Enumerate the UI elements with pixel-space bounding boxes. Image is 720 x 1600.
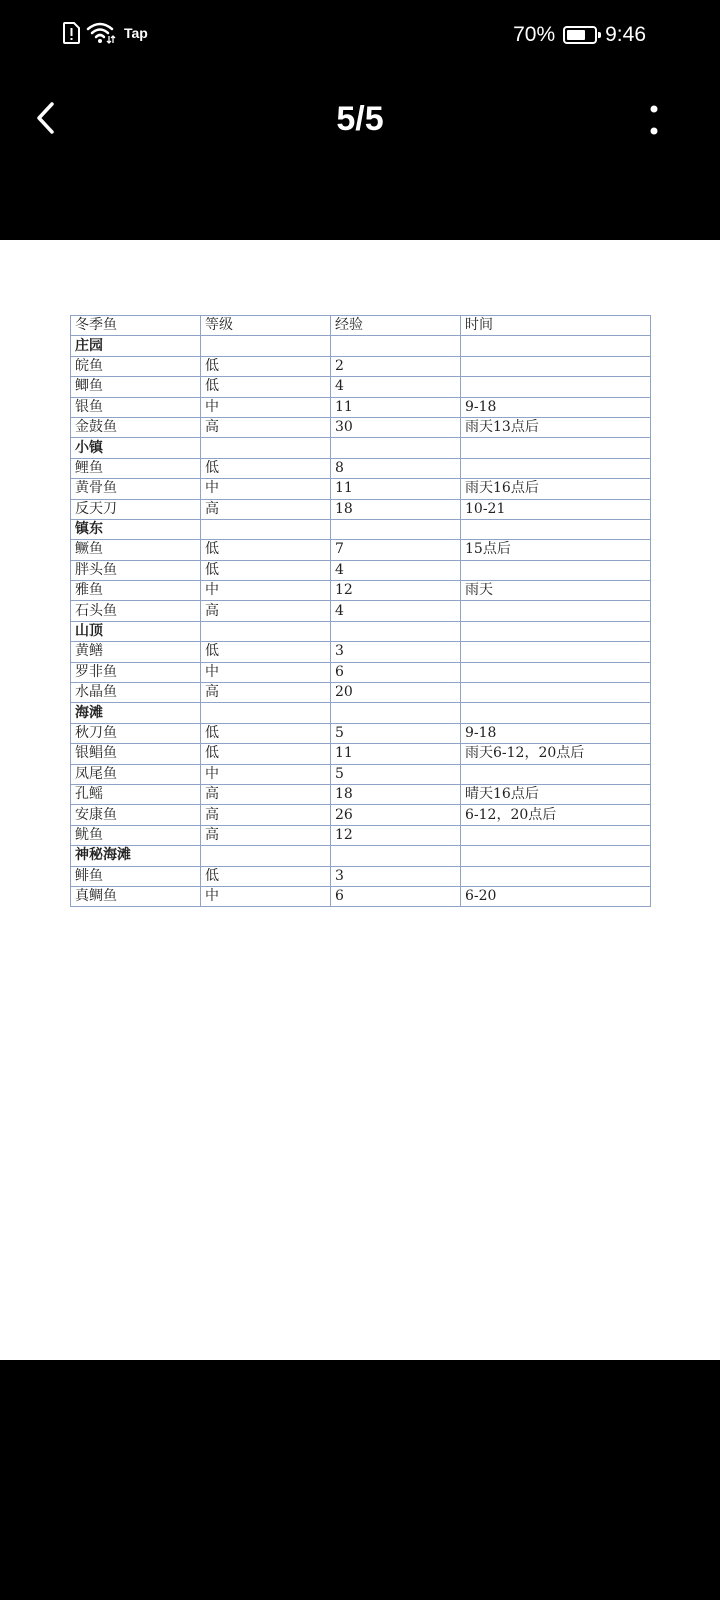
- status-bar: [0, 0, 720, 70]
- table-cell: 5: [331, 764, 461, 784]
- table-cell: 18: [331, 499, 461, 519]
- table-cell: 2: [331, 356, 461, 376]
- table-row: [71, 866, 651, 886]
- table-cell: [461, 356, 651, 376]
- sim-alert-icon: [62, 22, 80, 48]
- table-cell: 低: [201, 723, 331, 743]
- table-cell: 6-12，20点后: [461, 805, 651, 825]
- table-row: [71, 499, 651, 519]
- table-cell: 高: [201, 683, 331, 703]
- table-cell: [461, 560, 651, 580]
- table-cell: [461, 438, 651, 458]
- table-cell: 高: [201, 499, 331, 519]
- table-cell: [201, 438, 331, 458]
- battery-percent: 70%: [513, 23, 556, 46]
- table-cell: [461, 377, 651, 397]
- table-cell: 金鼓鱼: [71, 417, 201, 437]
- table-row: [71, 662, 651, 682]
- status-time: 9:46: [605, 23, 646, 46]
- table-cell: 11: [331, 479, 461, 499]
- battery-icon: [563, 26, 597, 44]
- table-cell: 高: [201, 825, 331, 845]
- table-cell: 6-20: [461, 886, 651, 906]
- table-cell: 3: [331, 866, 461, 886]
- table-cell: [461, 621, 651, 641]
- table-cell: 中: [201, 886, 331, 906]
- table-cell: [461, 683, 651, 703]
- table-cell: 胖头鱼: [71, 560, 201, 580]
- table-cell: 安康鱼: [71, 805, 201, 825]
- table-row: [71, 683, 651, 703]
- table-row: [71, 723, 651, 743]
- table-row: [71, 805, 651, 825]
- table-cell: 低: [201, 642, 331, 662]
- table-cell: 鱿鱼: [71, 825, 201, 845]
- table-cell: 凤尾鱼: [71, 764, 201, 784]
- viewer-header: [0, 70, 720, 240]
- table-cell: 银鲳鱼: [71, 744, 201, 764]
- table-cell: 庄园: [71, 336, 201, 356]
- carrier-label: Tap: [124, 25, 148, 41]
- table-cell: 低: [201, 744, 331, 764]
- table-cell: [461, 642, 651, 662]
- table-cell: 中: [201, 581, 331, 601]
- table-cell: 反天刀: [71, 499, 201, 519]
- table-row: [71, 377, 651, 397]
- table-row: [71, 581, 651, 601]
- table-cell: 低: [201, 866, 331, 886]
- table-cell: 7: [331, 540, 461, 560]
- table-cell: 鲫鱼: [71, 377, 201, 397]
- table-cell: 4: [331, 560, 461, 580]
- table-cell: [461, 764, 651, 784]
- table-row: [71, 825, 651, 845]
- table-cell: 黄骨鱼: [71, 479, 201, 499]
- table-row: [71, 417, 651, 437]
- table-cell: 山顶: [71, 621, 201, 641]
- table-cell: [461, 519, 651, 539]
- table-row: [71, 458, 651, 478]
- table-cell: [461, 866, 651, 886]
- table-cell: 高: [201, 417, 331, 437]
- table-row: [71, 764, 651, 784]
- table-cell: [201, 621, 331, 641]
- table-cell: 高: [201, 784, 331, 804]
- table-cell: 高: [201, 805, 331, 825]
- table-header-cell: 等级: [201, 316, 331, 336]
- section-row: [71, 336, 651, 356]
- table-cell: 11: [331, 744, 461, 764]
- table-cell: [331, 519, 461, 539]
- table-cell: [201, 519, 331, 539]
- table-cell: 30: [331, 417, 461, 437]
- page-counter: 5/5: [336, 100, 384, 138]
- table-cell: 4: [331, 601, 461, 621]
- table-cell: [461, 601, 651, 621]
- table-cell: 神秘海滩: [71, 846, 201, 866]
- table-header-row: [71, 316, 651, 336]
- table-cell: [461, 825, 651, 845]
- table-cell: [331, 336, 461, 356]
- fish-table: [70, 315, 651, 907]
- table-cell: [461, 703, 651, 723]
- table-cell: 中: [201, 397, 331, 417]
- table-cell: [331, 438, 461, 458]
- table-cell: 雨天6-12，20点后: [461, 744, 651, 764]
- table-cell: 石头鱼: [71, 601, 201, 621]
- table-cell: [331, 846, 461, 866]
- table-cell: 低: [201, 377, 331, 397]
- status-left: [62, 22, 148, 48]
- table-cell: 皖鱼: [71, 356, 201, 376]
- battery-level-fill: [567, 30, 585, 40]
- table-row: [71, 886, 651, 906]
- table-cell: 鳜鱼: [71, 540, 201, 560]
- table-cell: 水晶鱼: [71, 683, 201, 703]
- section-row: [71, 846, 651, 866]
- table-cell: 晴天16点后: [461, 784, 651, 804]
- table-cell: [461, 336, 651, 356]
- wifi-icon: [86, 21, 116, 49]
- table-cell: 银鱼: [71, 397, 201, 417]
- table-row: [71, 784, 651, 804]
- table-cell: 9-18: [461, 723, 651, 743]
- table-cell: 10-21: [461, 499, 651, 519]
- table-cell: 15点后: [461, 540, 651, 560]
- table-row: [71, 540, 651, 560]
- table-cell: [461, 846, 651, 866]
- table-cell: 11: [331, 397, 461, 417]
- table-cell: 雅鱼: [71, 581, 201, 601]
- table-header-cell: 经验: [331, 316, 461, 336]
- table-row: [71, 642, 651, 662]
- table-cell: 9-18: [461, 397, 651, 417]
- table-cell: 20: [331, 683, 461, 703]
- table-cell: 鲱鱼: [71, 866, 201, 886]
- table-cell: 12: [331, 581, 461, 601]
- table-cell: [201, 846, 331, 866]
- table-cell: [201, 336, 331, 356]
- table-cell: 6: [331, 662, 461, 682]
- fish-table-body: [71, 316, 651, 907]
- table-row: [71, 560, 651, 580]
- table-cell: 黄鳝: [71, 642, 201, 662]
- table-cell: 18: [331, 784, 461, 804]
- table-cell: 低: [201, 540, 331, 560]
- table-row: [71, 744, 651, 764]
- table-cell: 中: [201, 764, 331, 784]
- table-cell: [201, 703, 331, 723]
- table-cell: 高: [201, 601, 331, 621]
- table-cell: 低: [201, 458, 331, 478]
- table-cell: 12: [331, 825, 461, 845]
- table-header-cell: 时间: [461, 316, 651, 336]
- table-row: [71, 479, 651, 499]
- table-cell: 雨天13点后: [461, 417, 651, 437]
- table-cell: 低: [201, 356, 331, 376]
- battery-cap: [598, 32, 601, 38]
- section-row: [71, 438, 651, 458]
- table-cell: 低: [201, 560, 331, 580]
- table-cell: 中: [201, 662, 331, 682]
- table-cell: 孔鳐: [71, 784, 201, 804]
- table-cell: 5: [331, 723, 461, 743]
- more-vertical-icon: [649, 105, 659, 139]
- table-cell: 4: [331, 377, 461, 397]
- table-cell: 鲤鱼: [71, 458, 201, 478]
- table-cell: [461, 662, 651, 682]
- table-cell: 雨天16点后: [461, 479, 651, 499]
- table-cell: 镇东: [71, 519, 201, 539]
- table-cell: 真鲷鱼: [71, 886, 201, 906]
- table-cell: [331, 621, 461, 641]
- table-cell: [331, 703, 461, 723]
- table-cell: 雨天: [461, 581, 651, 601]
- table-cell: 海滩: [71, 703, 201, 723]
- status-right: [513, 20, 646, 50]
- section-row: [71, 519, 651, 539]
- document-page[interactable]: [0, 240, 720, 1360]
- table-cell: 秋刀鱼: [71, 723, 201, 743]
- table-row: [71, 356, 651, 376]
- table-cell: 6: [331, 886, 461, 906]
- table-cell: 罗非鱼: [71, 662, 201, 682]
- table-cell: 3: [331, 642, 461, 662]
- table-cell: 小镇: [71, 438, 201, 458]
- table-cell: 8: [331, 458, 461, 478]
- table-header-cell: 冬季鱼: [71, 316, 201, 336]
- section-row: [71, 703, 651, 723]
- table-cell: 中: [201, 479, 331, 499]
- table-cell: 26: [331, 805, 461, 825]
- more-options-button[interactable]: [634, 94, 674, 150]
- table-row: [71, 601, 651, 621]
- section-row: [71, 621, 651, 641]
- table-row: [71, 397, 651, 417]
- table-cell: [461, 458, 651, 478]
